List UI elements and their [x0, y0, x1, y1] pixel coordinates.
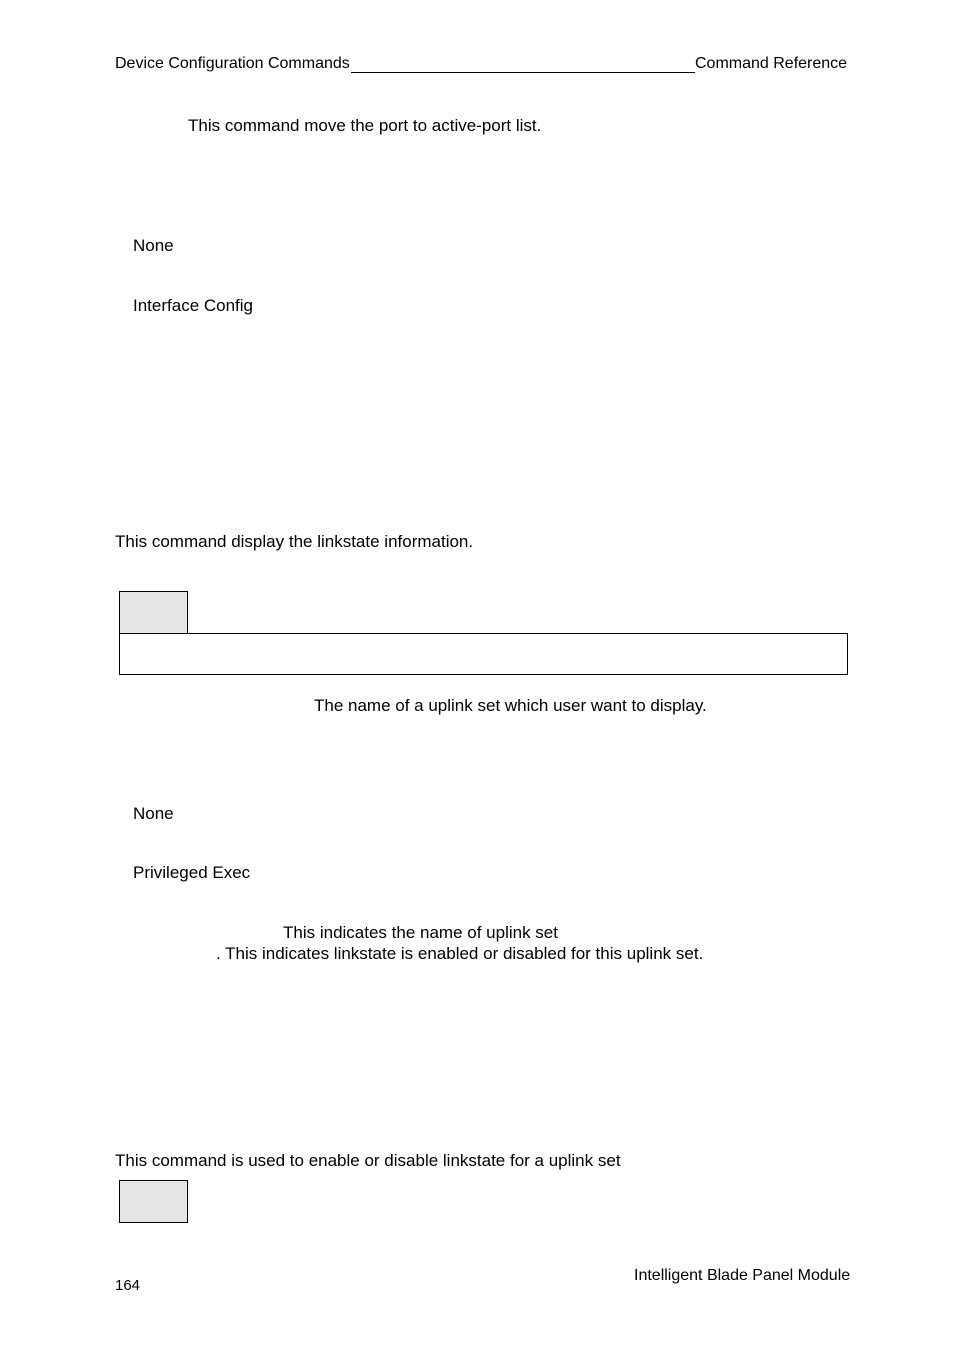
- section2-command-mode: Privileged Exec: [133, 863, 251, 882]
- footer-title: Intelligent Blade Panel Module: [634, 1267, 851, 1284]
- section2-parameter-description: The name of a uplink set which user want to display.: [314, 696, 707, 715]
- page-number: 164: [115, 1277, 141, 1294]
- section3-description: This command is used to enable or disable linkstate for a uplink set: [115, 1151, 621, 1170]
- section2-output-field-uplink-set: This indicates the name of uplink set: [283, 923, 558, 942]
- header-left-title: Device Configuration Commands: [115, 55, 350, 72]
- section1-description: This command move the port to active-port list.: [188, 116, 542, 135]
- header-right-title: Command Reference: [695, 55, 848, 72]
- syntax-label-box-2: [119, 1180, 188, 1223]
- syntax-command-box: [119, 633, 848, 675]
- section1-default-value: None: [133, 236, 174, 255]
- header-rule: [351, 72, 695, 73]
- section1-command-mode: Interface Config: [133, 296, 254, 315]
- section2-default-value: None: [133, 804, 174, 823]
- section2-description: This command display the linkstate information.: [115, 532, 474, 551]
- syntax-label-box: [119, 591, 188, 634]
- section2-output-field-linkstate: . This indicates linkstate is enabled or disabled for this uplink set.: [216, 944, 704, 963]
